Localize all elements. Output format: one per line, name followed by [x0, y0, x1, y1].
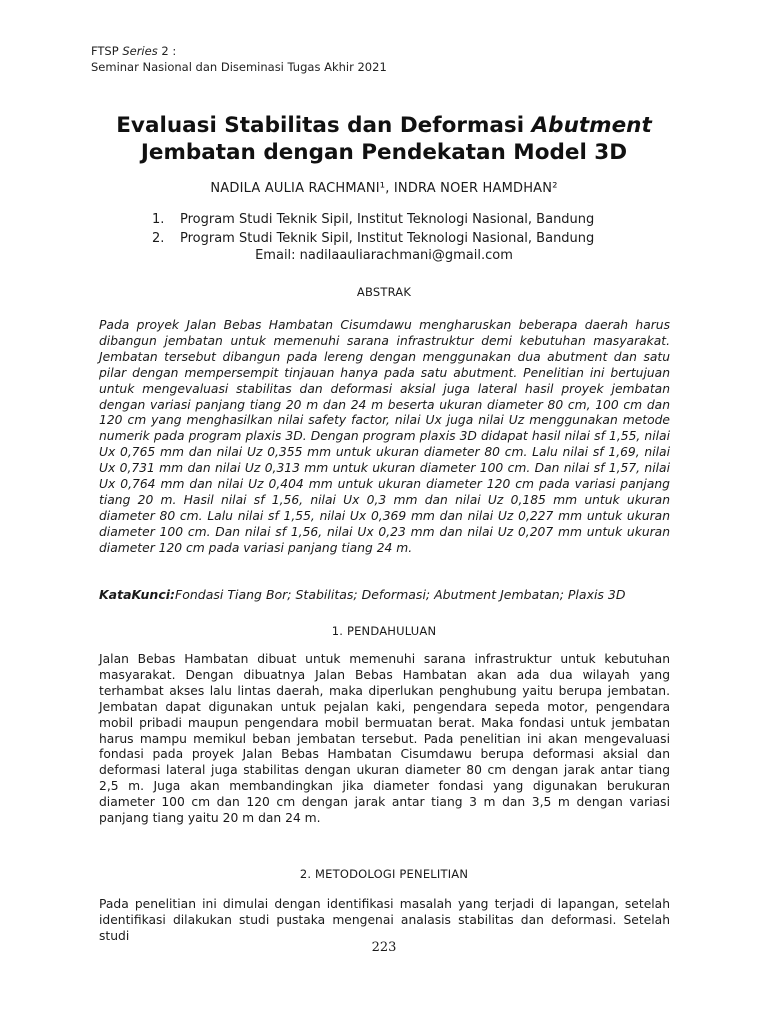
- title-part1: Evaluasi Stabilitas dan Deformasi: [116, 113, 532, 138]
- affiliation-text: Program Studi Teknik Sipil, Institut Teknologi Nasional, Bandung: [180, 212, 595, 227]
- header-suffix: 2 :: [157, 44, 177, 58]
- affiliation-item: [152, 210, 594, 229]
- section2-text: Pada penelitian ini dimulai dengan identifikasi masalah yang terjadi di lapangan, setelah identifikasi dilakukan studi pustaka mengenai analasis stabilitas dan deformasi. Setelah studi: [99, 897, 670, 943]
- title-italic: Abutment: [531, 113, 652, 138]
- running-header: [91, 43, 387, 75]
- affiliation-number: 2.: [152, 231, 165, 246]
- header-prefix: FTSP: [91, 44, 123, 58]
- series-line: [91, 43, 387, 59]
- header-series: Series: [122, 44, 158, 58]
- section1-text: Jalan Bebas Hambatan dibuat untuk memenuhi sarana infrastruktur untuk kebutuhan masyarakat. Dengan dibuatnya Jalan Bebas Hambatan akan ada dua wilayah yang terhambat akses lalu lintas daerah, maka diperlukan penghubung yaitu berupa jembatan. Jembatan dapat digunakan untuk pejalan kaki, pengendara sepeda motor, pengendara mobil pribadi maupun pengendara mobil bermuatan berat. Maka fondasi untuk jembatan harus mampu memikul beban jembatan tersebut. Pada penelitian ini akan mengevaluasi fondasi pada proyek Jalan Bebas Hambatan Cisumdawu berupa deformasi aksial dan deformasi lateral juga stabilitas dengan ukuran diameter 80 cm dengan jarak antar tiang 2,5 m. Juga akan membandingkan jika diameter fondasi yang digunakan berukuran diameter 100 cm dan 120 cm dengan jarak antar tiang 3 m dan 3,5 m dengan variasi panjang tiang yaitu 20 m dan 24 m.: [99, 652, 670, 826]
- title-line2: Jembatan dengan Pendekatan Model 3D: [140, 140, 628, 165]
- keywords-value: Fondasi Tiang Bor; Stabilitas; Deformasi; Abutment Jembatan; Plaxis 3D: [175, 587, 626, 602]
- affiliations-list: [152, 210, 594, 248]
- section1-heading: 1. PENDAHULUAN: [331, 624, 437, 638]
- authors: NADILA AULIA RACHMANI¹, INDRA NOER HAMDHAN²: [210, 181, 558, 196]
- affiliation-item: [152, 229, 594, 248]
- page-number: 223: [371, 940, 397, 955]
- keywords: [99, 587, 699, 602]
- affiliation-text: Program Studi Teknik Sipil, Institut Teknologi Nasional, Bandung: [180, 231, 595, 246]
- abstract-heading: ABSTRAK: [356, 285, 412, 299]
- paper-title: [60, 112, 708, 166]
- author-email: Email: nadilaauliarachmani@gmail.com: [255, 248, 513, 263]
- abstract-text: Pada proyek Jalan Bebas Hambatan Cisumdawu mengharuskan beberapa daerah harus dibangun jembatan untuk memenuhi sarana infrastruktur demi kebutuhan masyarakat. Jembatan tersebut dibangun pada lereng dengan menggunakan dua abutment dan satu pilar dengan mempersempit tinjauan hanya pada satu abutment. Penelitian ini bertujuan untuk mengevaluasi stabilitas dan deformasi aksial juga lateral hasil proyek jembatan dengan variasi panjang tiang 20 m dan 24 m beserta ukuran diameter 80 cm, 100 cm dan 120 cm yang menghasilkan nilai safety factor, nilai Ux juga nilai Uz menggunakan metode numerik pada program plaxis 3D. Dengan program plaxis 3D didapat hasil nilai sf 1,55, nilai Ux 0,765 mm dan nilai Uz 0,355 mm untuk ukuran diameter 80 cm. Lalu nilai sf 1,69, nilai Ux 0,731 mm dan nilai Uz 0,313 mm untuk ukuran diameter 100 cm. Dan nilai sf 1,57, nilai Ux 0,764 mm dan nilai Uz 0,404 mm untuk ukuran diameter 120 cm pada variasi panjang tiang 20 m. Hasil nilai sf 1,56, nilai Ux 0,3 mm dan nilai Uz 0,185 mm untuk ukuran diameter 80 cm. Lalu nilai sf 1,55, nilai Ux 0,369 mm dan nilai Uz 0,227 mm untuk ukuran diameter 100 cm. Dan nilai sf 1,56, nilai Ux 0,23 mm dan nilai Uz 0,207 mm untuk ukuran diameter 120 cm pada variasi panjang tiang 24 m.: [99, 318, 670, 555]
- section2-heading: 2. METODOLOGI PENELITIAN: [299, 867, 469, 881]
- keywords-label: KataKunci:: [99, 587, 176, 602]
- affiliation-number: 1.: [152, 212, 165, 227]
- seminar-line: Seminar Nasional dan Diseminasi Tugas Akhir 2021: [91, 60, 387, 74]
